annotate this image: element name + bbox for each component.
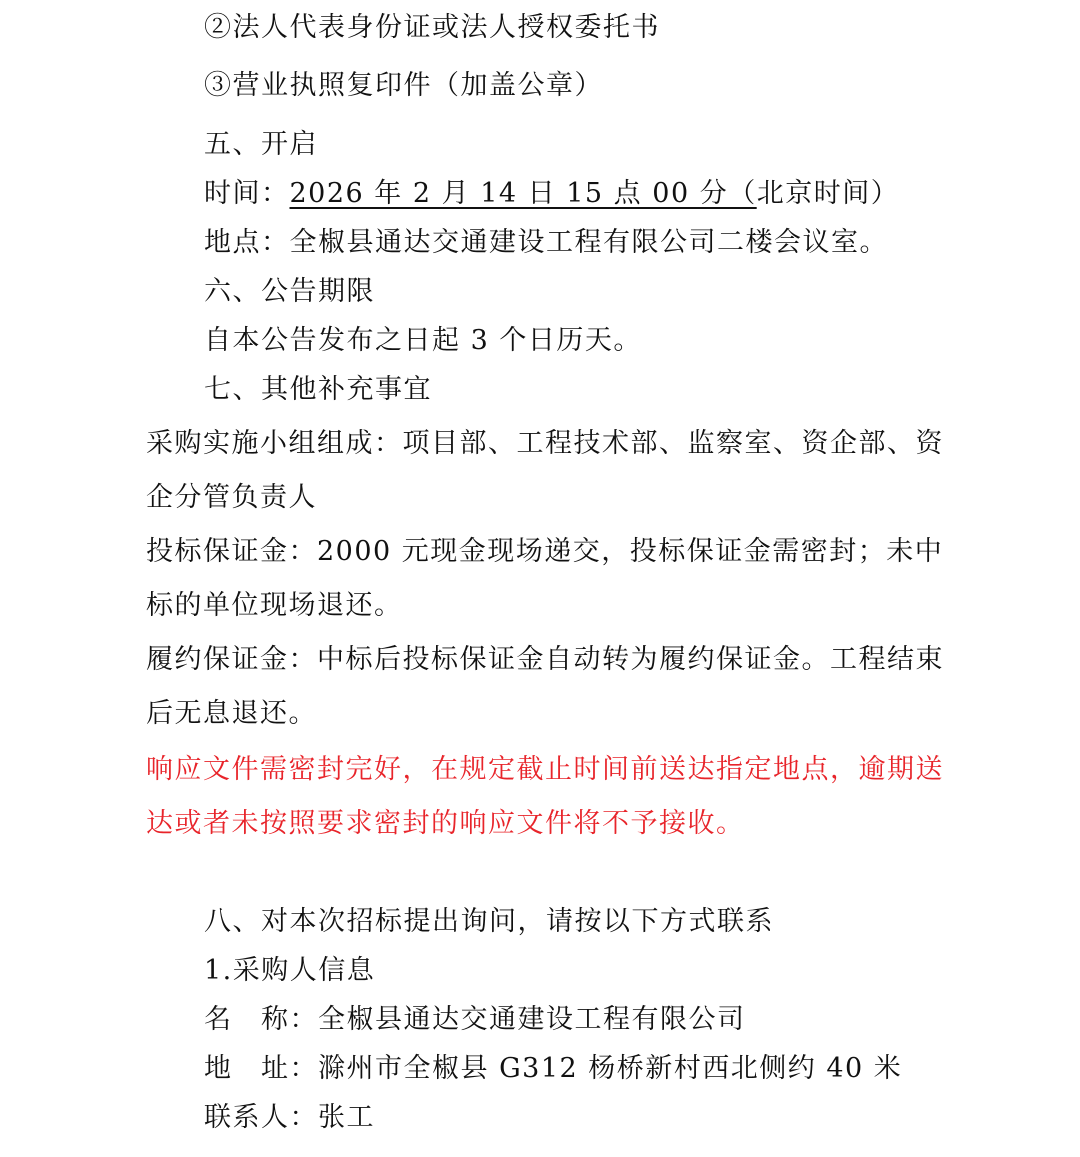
performance-deposit-line-2: 后无息退还。 <box>146 698 317 729</box>
opening-place-line: 地点：全椒县通达交通建设工程有限公司二楼会议室。 <box>204 227 888 258</box>
sealing-notice-line-1: 响应文件需密封完好，在规定截止时间前送达指定地点，逾期送 <box>146 754 944 785</box>
opening-time-line <box>204 174 899 214</box>
purchaser-name-line: 名 称：全椒县通达交通建设工程有限公司 <box>204 1004 746 1035</box>
section-6-heading: 六、公告期限 <box>204 276 375 307</box>
opening-time-value: 2026 年 2 月 14 日 15 点 00 分（ <box>289 178 757 209</box>
purchaser-address-line: 地 址：滁州市全椒县 G312 杨桥新村西北侧约 40 米 <box>204 1053 903 1084</box>
item-legal-rep-id: ②法人代表身份证或法人授权委托书 <box>204 12 660 43</box>
section-8-heading: 八、对本次招标提出询问，请按以下方式联系 <box>204 906 774 937</box>
section-7-heading: 七、其他补充事宜 <box>204 374 432 405</box>
item-business-license: ③营业执照复印件（加盖公章） <box>204 70 603 101</box>
section-5-heading: 五、开启 <box>204 129 318 160</box>
procurement-group-line-2: 企分管负责人 <box>146 482 317 513</box>
sealing-notice-line-2: 达或者未按照要求密封的响应文件将不予接收。 <box>146 808 745 839</box>
purchaser-info-heading: 1.采购人信息 <box>204 955 376 986</box>
notice-period-text: 自本公告发布之日起 3 个日历天。 <box>204 325 642 356</box>
bid-deposit-line-2: 标的单位现场退还。 <box>146 590 403 621</box>
procurement-group-line-1: 采购实施小组组成：项目部、工程技术部、监察室、资企部、资 <box>146 428 944 459</box>
opening-time-label: 时间： <box>204 178 290 209</box>
bid-deposit-line-1: 投标保证金：2000 元现金现场递交，投标保证金需密封；未中 <box>146 536 944 567</box>
performance-deposit-line-1: 履约保证金：中标后投标保证金自动转为履约保证金。工程结束 <box>146 644 944 675</box>
opening-time-suffix: 北京时间） <box>756 178 900 209</box>
purchaser-contact-line: 联系人：张工 <box>204 1102 375 1133</box>
